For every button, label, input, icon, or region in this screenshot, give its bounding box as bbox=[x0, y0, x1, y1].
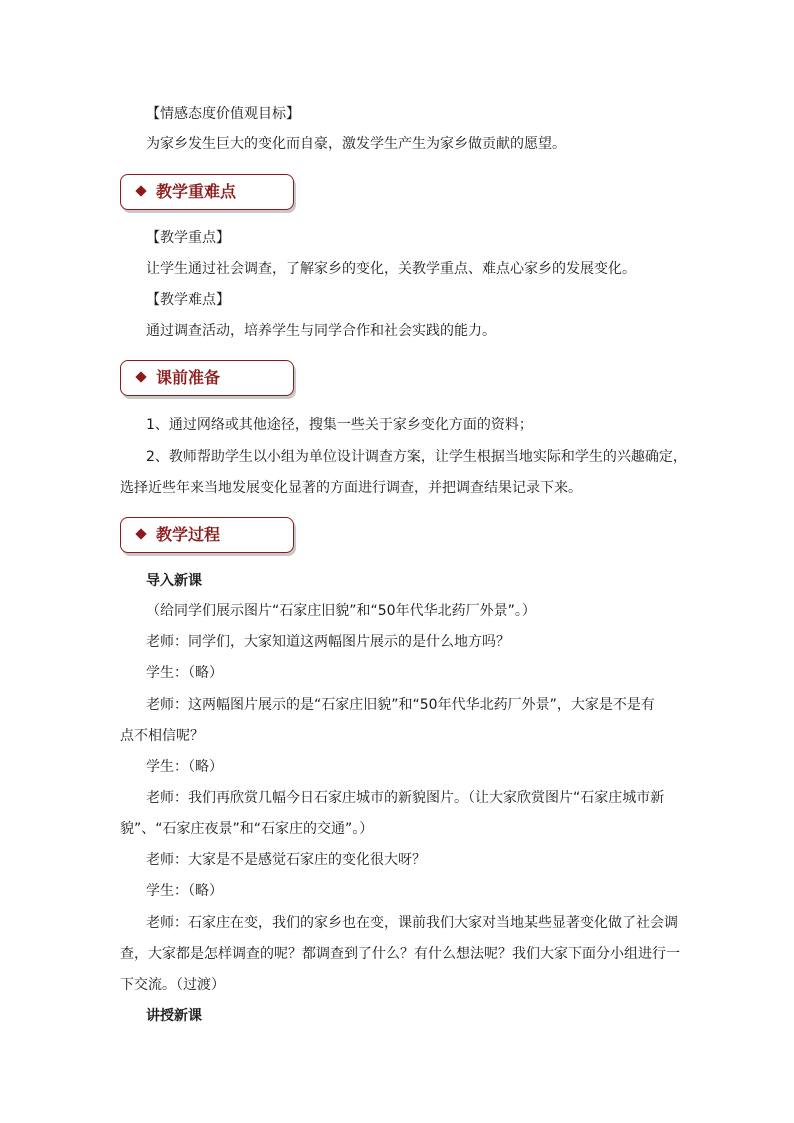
preparation-item: 2、教师帮助学生以小组为单位设计调查方案，让学生根据当地实际和学生的兴趣确定， bbox=[146, 449, 687, 465]
paragraph: 学生：（略） bbox=[146, 665, 223, 681]
lecture-heading: 讲授新课 bbox=[146, 1008, 202, 1024]
section-title: 课前准备 bbox=[156, 368, 221, 387]
difficulty-text: 通过调查活动，培养学生与同学合作和社会实践的能力。 bbox=[146, 323, 496, 339]
goal-heading: 【情感态度价值观目标】 bbox=[146, 106, 300, 122]
paragraph: 学生：（略） bbox=[146, 759, 223, 775]
preparation-item-continued: 选择近些年来当地发展变化显著的方面进行调查，并把调查结果记录下来。 bbox=[120, 480, 582, 496]
section-title: 教学重难点 bbox=[156, 182, 237, 201]
focus-text: 让学生通过社会调查，了解家乡的变化，关教学重点、难点心家乡的发展变化。 bbox=[146, 261, 636, 277]
section-process bbox=[120, 517, 294, 553]
paragraph: 老师：石家庄在变，我们的家乡也在变，课前我们大家对当地某些显著变化做了社会调 bbox=[146, 915, 678, 931]
preparation-item: 1、通过网络或其他途径，搜集一些关于家乡变化方面的资料； bbox=[146, 417, 533, 433]
diamond-bullet-icon bbox=[135, 371, 146, 382]
focus-heading: 【教学重点】 bbox=[146, 230, 230, 246]
paragraph: 学生：（略） bbox=[146, 883, 223, 899]
paragraph: 老师：同学们，大家知道这两幅图片展示的是什么地方吗？ bbox=[146, 634, 510, 650]
goal-text: 为家乡发生巨大的变化而自豪，激发学生产生为家乡做贡献的愿望。 bbox=[146, 136, 566, 152]
diamond-bullet-icon bbox=[135, 185, 146, 196]
paragraph: 老师：我们再欣赏几幅今日石家庄城市的新貌图片。（让大家欣赏图片“石家庄城市新 bbox=[146, 790, 665, 806]
paragraph-continued: 貌”、“石家庄夜景”和“石家庄的交通”。） bbox=[120, 821, 374, 837]
difficulty-heading: 【教学难点】 bbox=[146, 292, 230, 308]
intro-heading: 导入新课 bbox=[146, 573, 202, 589]
diamond-bullet-icon bbox=[135, 528, 146, 539]
section-preparation bbox=[120, 360, 294, 396]
paragraph-continued: 点不相信呢？ bbox=[120, 728, 204, 744]
section-key-points bbox=[120, 174, 294, 210]
paragraph: 老师：大家是不是感觉石家庄的变化很大呀？ bbox=[146, 852, 426, 868]
paragraph-continued: 下交流。（过渡） bbox=[120, 977, 225, 993]
section-title: 教学过程 bbox=[156, 525, 221, 544]
paragraph-continued: 查，大家都是怎样调查的呢？都调查到了什么？有什么想法呢？我们大家下面分小组进行一 bbox=[120, 946, 680, 962]
paragraph: 老师：这两幅图片展示的是“石家庄旧貌”和“50年代华北药厂外景”，大家是不是有 bbox=[146, 697, 655, 713]
paragraph: （给同学们展示图片“石家庄旧貌”和“50年代华北药厂外景”。） bbox=[146, 603, 536, 619]
